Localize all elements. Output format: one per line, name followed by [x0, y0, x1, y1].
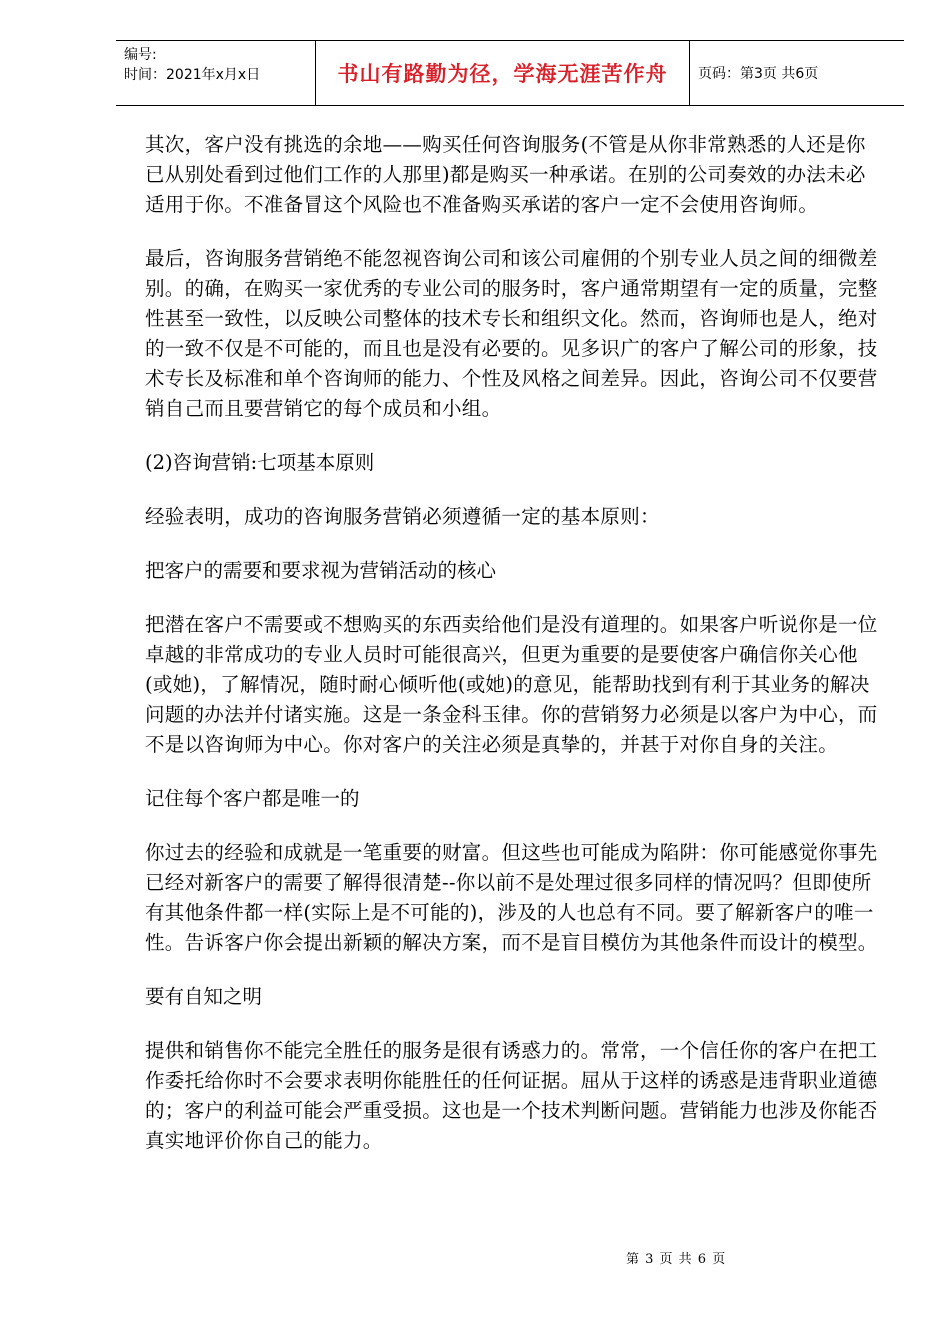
serial-label: 编号: — [124, 47, 157, 63]
paragraph: 你过去的经验和成就是一笔重要的财富。但这些也可能成为陷阱：你可能感觉你事先已经对新客户的需要了解得很清楚--你以前不是处理过很多同样的情况吗？但即使所有其他条件都一样(实际上是不可能的)，涉及的人也总有不同。要了解新客户的唯一性。告诉客户你会提出新颖的解决方案，而不是盲目模仿为其他条件而设计的模型。 — [145, 841, 878, 954]
header-motto: 书山有路勤为径，学海无涯苦作舟 — [316, 41, 690, 105]
header-meta — [116, 41, 316, 105]
page-footer: 第 3 页 共 6 页 — [626, 1252, 727, 1267]
time-label: 时间：2021年x月x日 — [124, 67, 261, 83]
paragraph: 把潜在客户不需要或不想购买的东西卖给他们是没有道理的。如果客户听说你是一位卓越的非常成功的专业人员时可能很高兴，但更为重要的是要使客户确信你关心他(或她)，了解情况，随时耐心倾听他(或她)的意见，能帮助找到有利于其业务的解决问题的办法并付诸实施。这是一条金科玉律。你的营销努力必须是以客户为中心，而不是以咨询师为中心。你对客户的关注必须是真挚的，并甚于对你自身的关注。 — [145, 613, 878, 756]
paragraph: 其次，客户没有挑选的余地——购买任何咨询服务(不管是从你非常熟悉的人还是你已从别处看到过他们工作的人那里)都是购买一种承诺。在别的公司奏效的办法未必适用于你。不准备冒这个风险也不准备购买承诺的客户一定不会使用咨询师。 — [145, 133, 866, 216]
principle-heading: 要有自知之明 — [145, 985, 263, 1008]
document-body — [145, 130, 880, 1180]
header-page-label: 页码：第3页 共6页 — [698, 66, 819, 82]
principle-heading: 把客户的需要和要求视为营销活动的核心 — [145, 559, 497, 582]
paragraph: 提供和销售你不能完全胜任的服务是很有诱惑力的。常常，一个信任你的客户在把工作委托给你时不会要求表明你能胜任的任何证据。屈从于这样的诱惑是违背职业道德的；客户的利益可能会严重受损。这也是一个技术判断问题。营销能力也涉及你能否真实地评价你自己的能力。 — [145, 1039, 878, 1152]
principle-heading: 记住每个客户都是唯一的 — [145, 787, 360, 810]
page-header — [116, 40, 904, 106]
paragraph: 最后，咨询服务营销绝不能忽视咨询公司和该公司雇佣的个别专业人员之间的细微差别。的确，在购买一家优秀的专业公司的服务时，客户通常期望有一定的质量，完整性甚至一致性，以反映公司整体的技术专长和组织文化。然而，咨询师也是人，绝对的一致不仅是不可能的，而且也是没有必要的。见多识广的客户了解公司的形象，技术专长及标准和单个咨询师的能力、个性及风格之间差异。因此，咨询公司不仅要营销自己而且要营销它的每个成员和小组。 — [145, 247, 878, 420]
section-heading: (2)咨询营销:七项基本原则 — [145, 451, 375, 474]
paragraph: 经验表明，成功的咨询服务营销必须遵循一定的基本原则： — [145, 505, 660, 528]
